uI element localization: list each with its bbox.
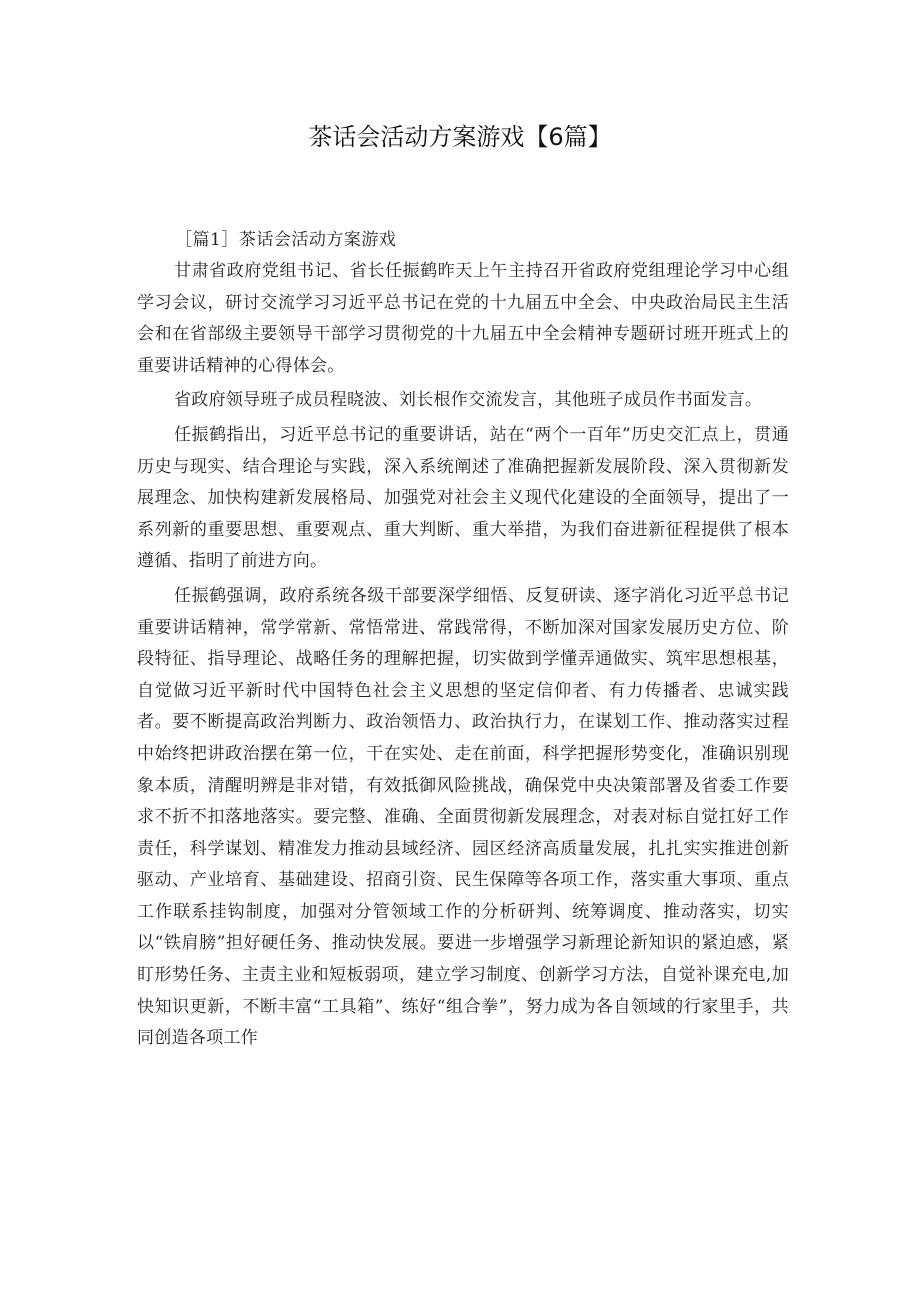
paragraph-2: 省政府领导班子成员程晓波、刘长根作交流发言，其他班子成员作书面发言。 [174, 390, 763, 411]
paragraph-1: 甘肃省政府党组书记、省长任振鹤昨天上午主持召开省政府党组理论学习中心组学习会议，研讨交流学习习近平总书记在党的十九届五中全会、中央政治局民主生活会和在省部级主要领导干部学习贯彻党的十九届五中全会精神专题研讨班开班式上的重要讲话精神的心得体会。 [137, 261, 789, 376]
paragraph-4: 任振鹤强调，政府系统各级干部要深学细悟、反复研读、逐字消化习近平总书记重要讲话精神，常学常新、常悟常进、常践常得，不断加深对国家发展历史方位、阶段特征、指导理论、战略任务的理解把握，切实做到学懂弄通做实、筑牢思想根基，自觉做习近平新时代中国特色社会主义思想的坚定信仰者、有力传播者、忠诚实践者。要不断提高政治判断力、政治领悟力、政治执行力，在谋划工作、推动落实过程中始终把讲政治摆在第一位，干在实处、走在前面，科学把握形势变化，准确识别现象本质，清醒明辨是非对错，有效抵御风险挑战，确保党中央决策部署及省委工作要求不折不扣落地落实。要完整、准确、全面贯彻新发展理念，对表对标自觉扛好工作责任，科学谋划、精准发力推动县域经济、园区经济高质量发展，扎扎实实推进创新驱动、产业培育、基础建设、招商引资、民生保障等各项工作，落实重大事项、重点工作联系挂钩制度，加强对分管领域工作的分析研判、统筹调度、推动落实，切实以“铁肩膀”担好硬任务、推动快发展。要进一步增强学习新理论新知识的紧迫感，紧盯形势任务、主责主业和短板弱项，建立学习制度、创新学习方法，自觉补课充电,加快知识更新，不断丰富“工具箱”、练好“组合拳”，努力成为各自领域的行家里手，共同创造各项工作 [137, 585, 789, 1049]
section-heading: ［篇1］茶话会活动方案游戏 [175, 230, 397, 250]
document-body [137, 225, 789, 1055]
paragraph-3: 任振鹤指出，习近平总书记的重要讲话，站在“两个一百年”历史交汇点上，贯通历史与现实、结合理论与实践，深入系统阐述了准确把握新发展阶段、深入贯彻新发展理念、加快构建新发展格局、加强党对社会主义现代化建设的全面领导，提出了一系列新的重要思想、重要观点、重大判断、重大举措，为我们奋进新征程提供了根本遵循、指明了前进方向。 [137, 424, 789, 572]
document-title: 茶话会活动方案游戏【6篇】 [308, 123, 612, 151]
